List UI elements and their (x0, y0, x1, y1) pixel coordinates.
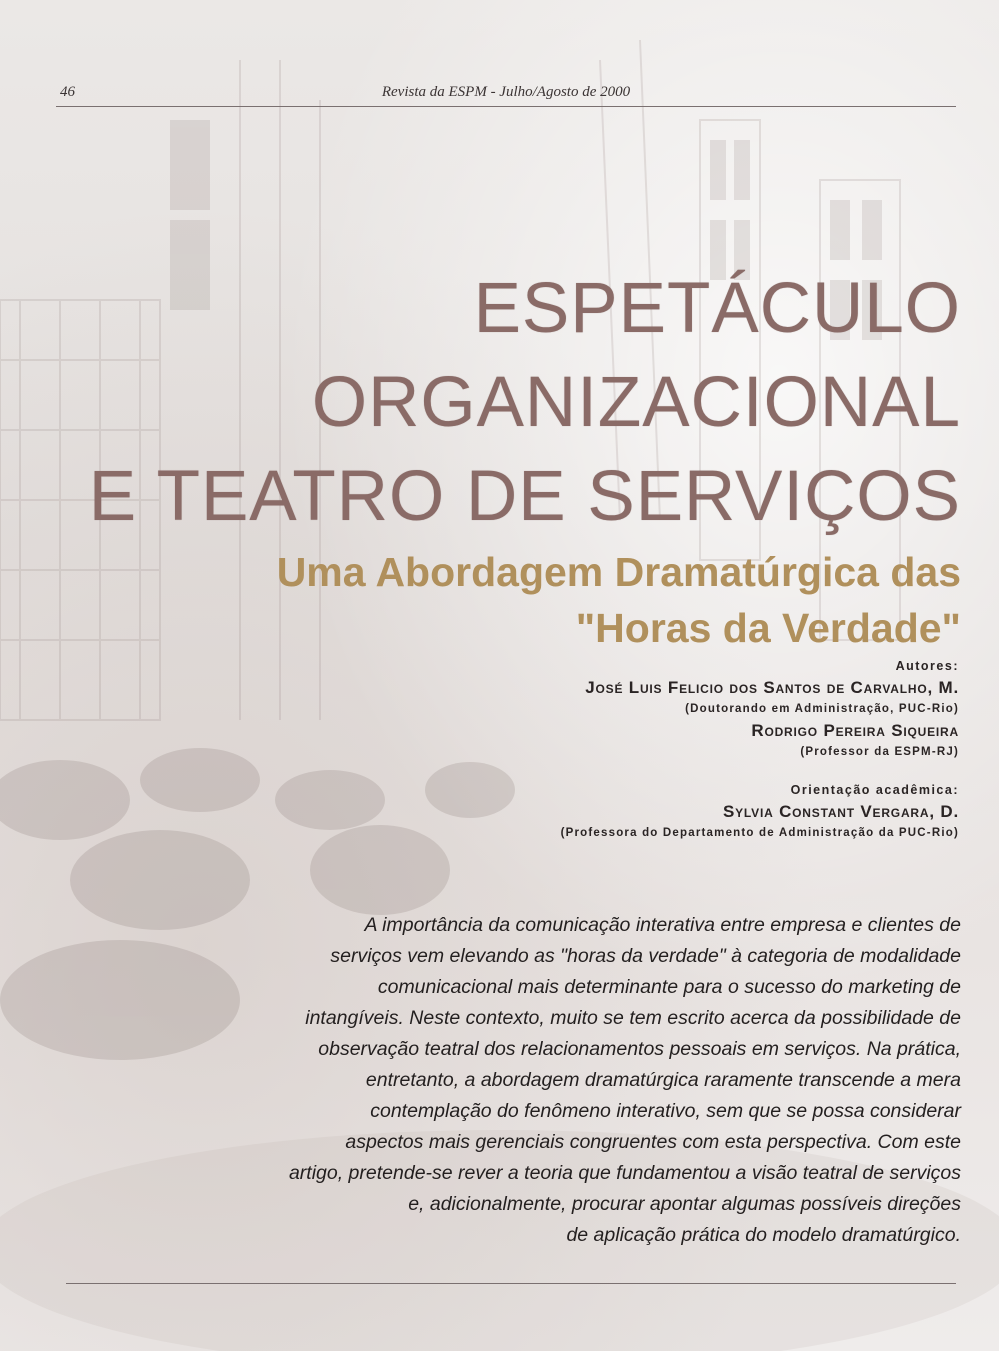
abstract-line: comunicacional mais determinante para o sucesso do marketing de (377, 976, 961, 998)
abstract-line: contemplação do fenômeno interativo, sem que se possa considerar (370, 1100, 961, 1122)
abstract (61, 910, 961, 1251)
advisor-name: Sylvia Constant Vergara, D. (722, 802, 959, 821)
advisor-label: Orientação acadêmica: (790, 783, 959, 797)
spacer (259, 762, 959, 780)
abstract-line: intangíveis. Neste contexto, muito se tem escrito acerca da possibilidade de (305, 1007, 961, 1029)
running-header (56, 80, 956, 108)
title-line: ESPETÁCULO (473, 269, 961, 348)
article-title-block (61, 262, 961, 656)
author-name: José Luis Felicio dos Santos de Carvalho, M. (585, 678, 959, 697)
title-line: E TEATRO DE SERVIÇOS (88, 457, 961, 536)
authors-block (259, 656, 959, 843)
author-affiliation: (Doutorando em Administração, PUC-Rio) (685, 703, 959, 715)
author-affiliation: (Professor da ESPM-RJ) (800, 746, 959, 758)
page-number: 46 (60, 84, 75, 100)
title-line: ORGANIZACIONAL (311, 363, 961, 442)
author-name: Rodrigo Pereira Siqueira (751, 721, 959, 740)
header-rule (56, 106, 956, 107)
footer-rule (66, 1283, 956, 1284)
abstract-line: aspectos mais gerenciais congruentes com esta perspectiva. Com este (345, 1131, 961, 1153)
abstract-line: artigo, pretende-se rever a teoria que fundamentou a visão teatral de serviços (288, 1162, 961, 1184)
authors-label: Autores: (895, 659, 959, 673)
abstract-line: observação teatral dos relacionamentos pessoais em serviços. Na prática, (318, 1038, 961, 1060)
abstract-line: de aplicação prática do modelo dramatúrgico. (566, 1224, 961, 1246)
abstract-line: entretanto, a abordagem dramatúrgica raramente transcende a mera (365, 1069, 961, 1091)
subtitle-line: Uma Abordagem Dramatúrgica das (276, 549, 961, 595)
abstract-line: e, adicionalmente, procurar apontar algumas possíveis direções (408, 1193, 961, 1215)
running-head: Revista da ESPM - Julho/Agosto de 2000 (381, 84, 631, 100)
abstract-line: serviços vem elevando as "horas da verdade" à categoria de modalidade (330, 945, 961, 967)
advisor-affiliation: (Professora do Departamento de Administração da PUC-Rio) (560, 827, 959, 839)
abstract-line: A importância da comunicação interativa entre empresa e clientes de (364, 914, 961, 936)
subtitle-line: "Horas da Verdade" (575, 605, 961, 651)
